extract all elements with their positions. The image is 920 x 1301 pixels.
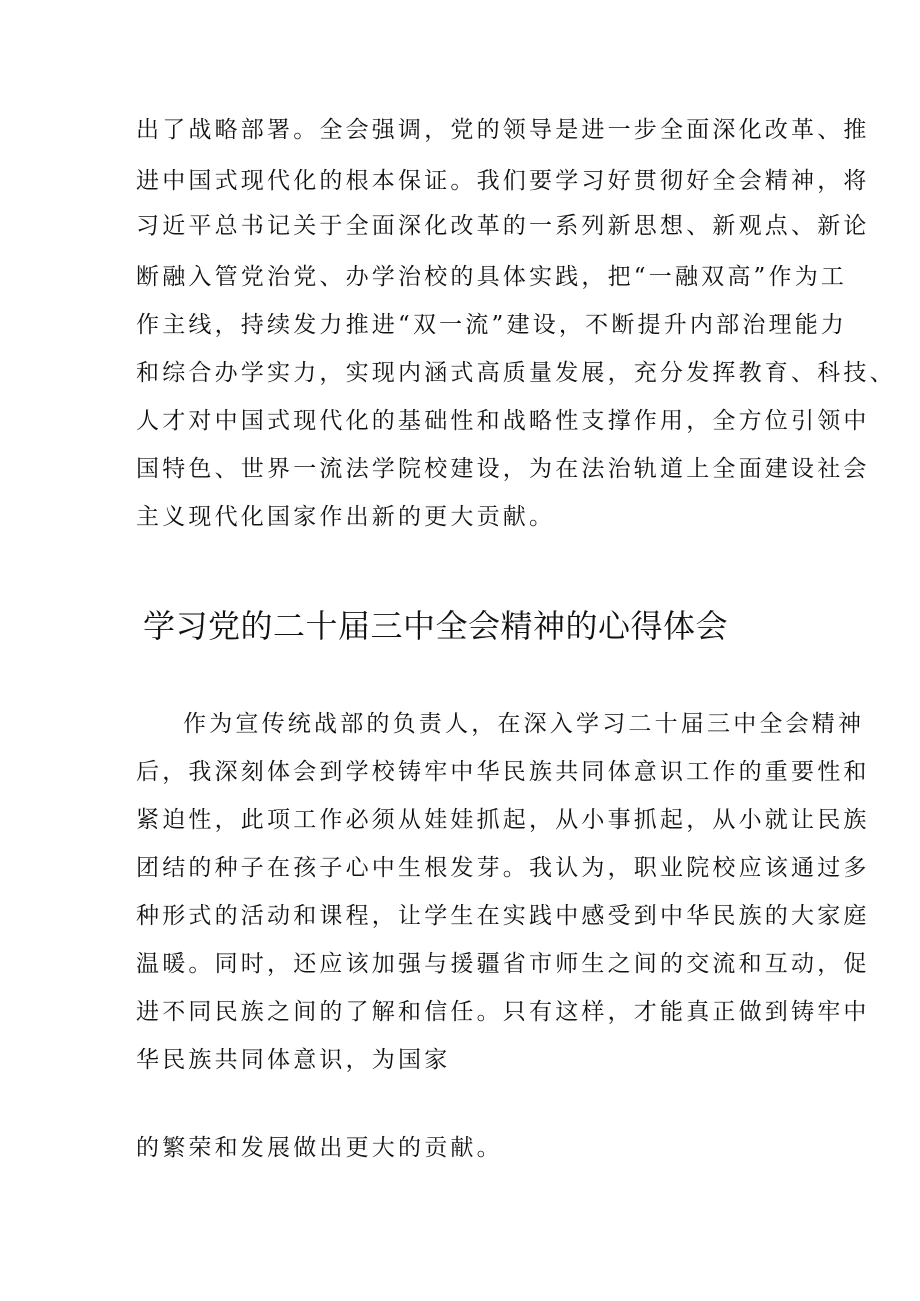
paragraph-line: 主义现代化国家作出新的更大贡献。 bbox=[136, 504, 556, 530]
paragraph-line: 出了战略部署。全会强调，党的领导是进一步全面深化改革、推 bbox=[136, 117, 870, 143]
paragraph-line: 国特色、世界一流法学院校建设，为在法治轨道上全面建设社会 bbox=[136, 456, 870, 482]
paragraph-line: 人才对中国式现代化的基础性和战略性支撑作用，全方位引领中 bbox=[136, 408, 870, 434]
paragraph-line: 的繁荣和发展做出更大的贡献。 bbox=[136, 1135, 503, 1161]
paragraph-line: 习近平总书记关于全面深化改革的一系列新思想、新观点、新论 bbox=[136, 213, 870, 239]
paragraph-line: 作主线，持续发力推进“双一流”建设，不断提升内部治理能力 bbox=[136, 312, 848, 338]
paragraph-line: 种形式的活动和课程，让学生在实践中感受到中华民族的大家庭 bbox=[136, 903, 870, 929]
section-heading: 学习党的二十届三中全会精神的心得体会 bbox=[143, 607, 729, 645]
paragraph-line: 和综合办学实力，实现内涵式高质量发展，充分发挥教育、科技、 bbox=[136, 360, 896, 386]
paragraph-line: 进中国式现代化的根本保证。我们要学习好贯彻好全会精神，将 bbox=[136, 168, 870, 194]
paragraph-line: 后，我深刻体会到学校铸牢中华民族共同体意识工作的重要性和 bbox=[136, 759, 870, 785]
paragraph-line: 紧迫性，此项工作必须从娃娃抓起，从小事抓起，从小就让民族 bbox=[136, 807, 870, 833]
paragraph-line: 作为宣传统战部的负责人，在深入学习二十届三中全会精神 bbox=[183, 711, 865, 737]
paragraph-line: 温暖。同时，还应该加强与援疆省市师生之间的交流和互动，促 bbox=[136, 951, 870, 977]
paragraph-line: 断融入管党治党、办学治校的具体实践，把“一融双高”作为工 bbox=[136, 264, 848, 290]
paragraph-line: 华民族共同体意识，为国家 bbox=[136, 1047, 451, 1073]
paragraph-line: 团结的种子在孩子心中生根发芽。我认为，职业院校应该通过多 bbox=[136, 855, 870, 881]
paragraph-line: 进不同民族之间的了解和信任。只有这样，才能真正做到铸牢中 bbox=[136, 999, 870, 1025]
